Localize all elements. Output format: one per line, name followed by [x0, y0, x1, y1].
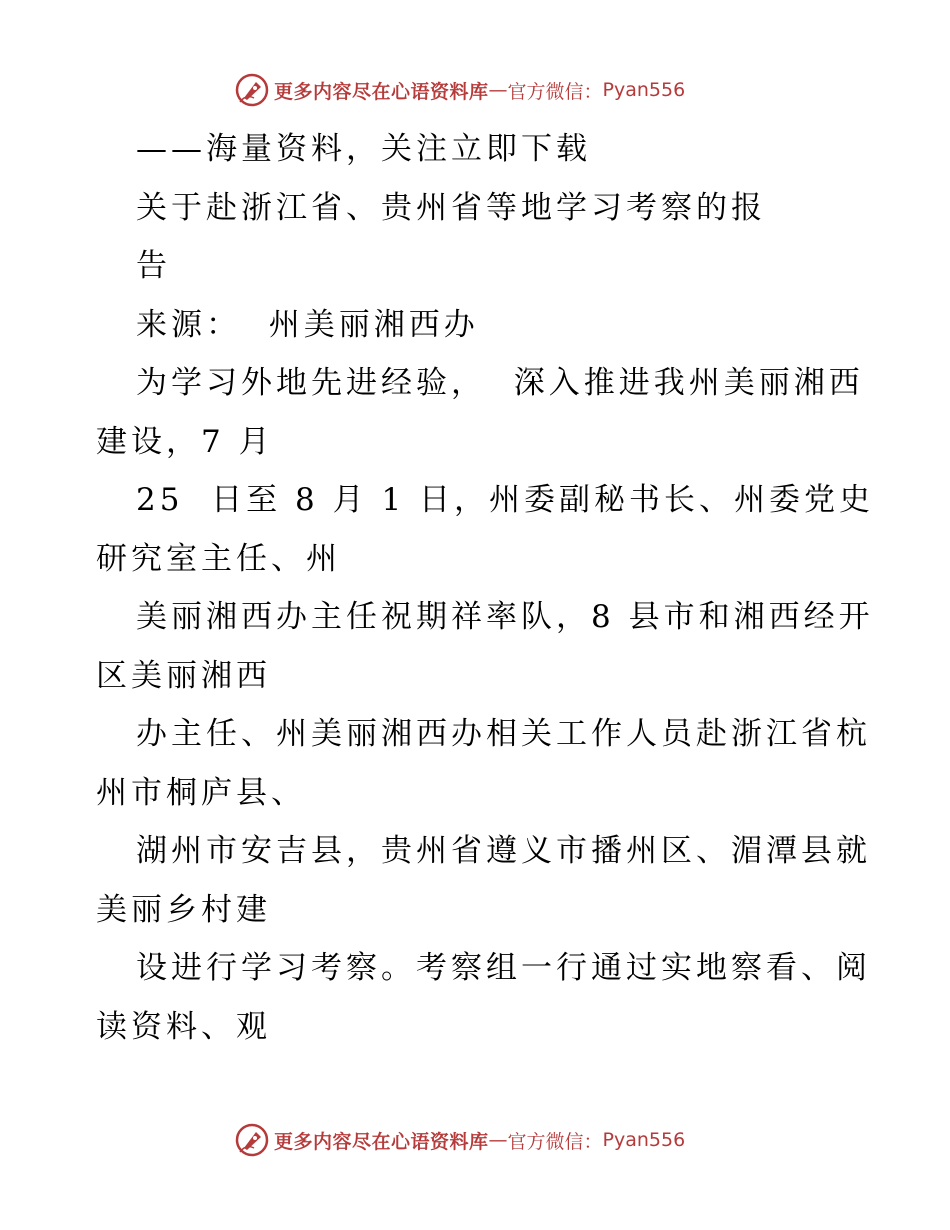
- body-line: 湖州市安吉县，贵州省遵义市播州区、湄潭县就: [136, 833, 871, 869]
- header-wechat-id: Pyan556: [602, 79, 686, 101]
- pen-nib-circle-icon: [234, 1122, 270, 1158]
- source-line: 来源： 州美丽湘西办: [136, 306, 479, 343]
- body-line: 美丽乡村建: [96, 891, 271, 928]
- body-line: 为学习外地先进经验， 深入推进我州美丽湘西: [136, 365, 864, 401]
- body-line: 州市桐庐县、: [96, 774, 306, 811]
- header-separator: —: [488, 79, 508, 101]
- body-line: 办主任、州美丽湘西办相关工作人员赴浙江省杭: [136, 716, 871, 752]
- footer-brand-text: 更多内容尽在心语资料库: [274, 1130, 489, 1153]
- body-line: ——海量资料，关注立即下载: [136, 131, 591, 167]
- footer-wechat-label: 官方微信：: [507, 1130, 603, 1153]
- header-banner: [234, 70, 754, 110]
- footer-separator: —: [488, 1129, 508, 1151]
- document-title-line: 告: [136, 248, 171, 284]
- document-title-line: 关于赴浙江省、贵州省等地学习考察的报: [136, 189, 766, 226]
- body-line: 区美丽湘西: [96, 657, 271, 694]
- body-line: 设进行学习考察。考察组一行通过实地察看、阅: [136, 950, 871, 986]
- pen-nib-circle-icon: [234, 72, 270, 108]
- header-brand-text: 更多内容尽在心语资料库: [274, 80, 489, 103]
- body-line: 读资料、观: [96, 1008, 271, 1045]
- body-line: 研究室主任、州: [96, 540, 341, 577]
- footer-banner: [234, 1120, 754, 1160]
- body-line: 25 日至 8 月 1 日，州委副秘书长、州委党史: [136, 482, 875, 518]
- body-line: 美丽湘西办主任祝期祥率队，8 县市和湘西经开: [136, 599, 874, 635]
- body-line: 建设，7 月: [96, 423, 274, 460]
- footer-wechat-id: Pyan556: [602, 1129, 686, 1151]
- document-body: [96, 120, 875, 1056]
- header-wechat-label: 官方微信：: [507, 80, 603, 103]
